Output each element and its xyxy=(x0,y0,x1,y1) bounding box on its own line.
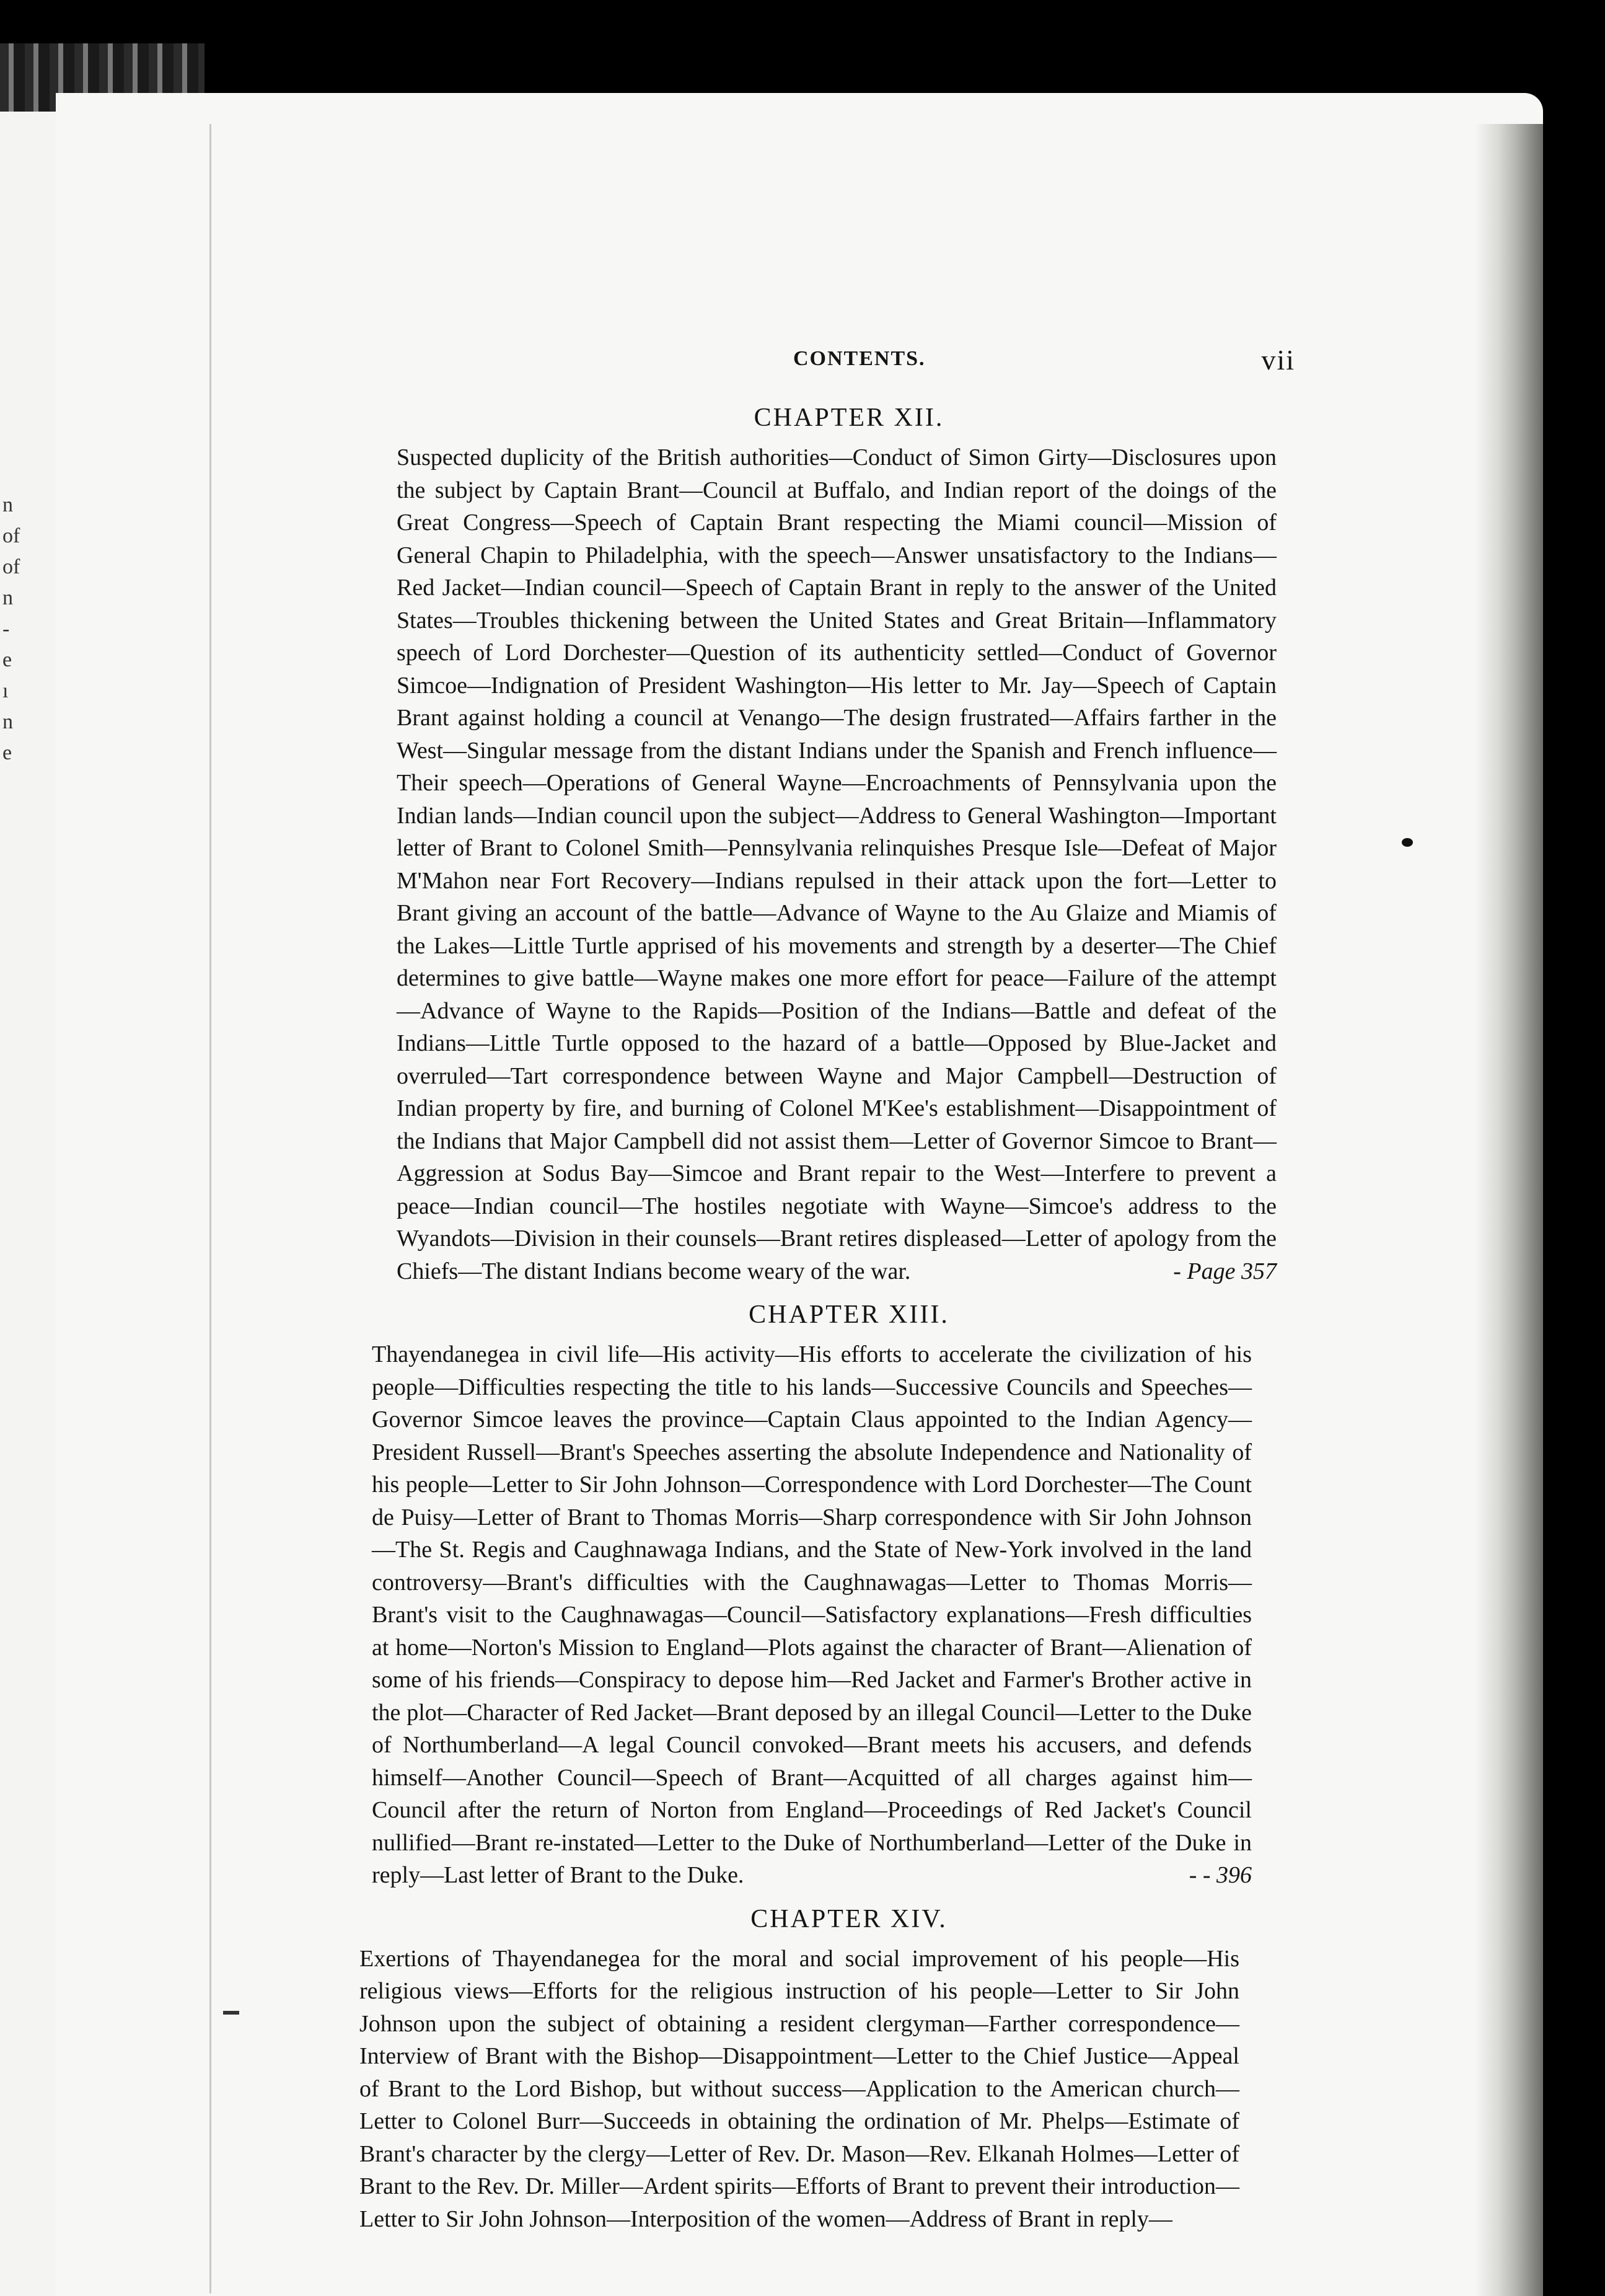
summary-text: Suspected duplicity of the British authorities—Conduct of Simon Girty—Disclosures upon the subject by Captain Brant—Council at Buffalo, and Indian report of the doings of the Great Congress—Speech of Captain Brant respecting the Miami council—Mission of General Chapin to Philadelphia, with the speech—Answer unsatisfactory to the Indians—Red Jacket—Indian council—Speech of Captain Brant in reply to the answer of the United States—Troubles thickening between the United States and Great Britain—Inflammatory speech of Lord Dorchester—Question of its authenticity settled—Conduct of Governor Simcoe—Indignation of President Washington—His letter to Mr. Jay—Speech of Captain Brant against holding a council at Venango—The design frustrated—Affairs farther in the West—Singular message from the distant Indians under the Spanish and French influence—Their speech—Operations of General Wayne—Encroachments of Pennsylvania upon the Indian lands—Indian council upon the subject—Address to General Washington—Important letter of Brant to Colonel Smith—Pennsylvania relinquishes Presque Isle—Defeat of Major M'Mahon near Fort Recovery—Indians repulsed in their attack upon the fort—Letter to Brant giving an account of the battle—Advance of Wayne to the Au Glaize and Miamis of the Lakes—Little Turtle apprised of his movements and strength by a deserter—The Chief determines to give battle—Wayne makes one more effort for peace—Failure of the attempt—Advance of Wayne to the Rapids—Position of the Indians—Battle and defeat of the Indians—Little Turtle opposed to the hazard of a battle—Opposed by Blue-Jacket and overruled—Tart correspondence between Wayne and Major Campbell—Destruction of Indian property by fire, and burning of Colonel M'Kee's establishment—Disappointment of the Indians that Major Campbell did not assist them—Letter of Governor Simcoe to Brant—Aggression at Sodus Bay—Simcoe and Brant repair to the West—Interfere to prevent a peace—Indian council—The hostiles negotiate with Wayne—Simcoe's address to the Wyandots—Division in their counsels—Brant retires displeased—Letter of apology from the Chiefs—The distant Indians become weary of the war. xyxy=(397,444,1277,1284)
fragment: e xyxy=(2,741,12,764)
chapter-title: CHAPTER XIII. xyxy=(749,1300,949,1329)
chapter-title: CHAPTER XII. xyxy=(754,404,944,432)
running-title: CONTENTS. xyxy=(793,347,926,370)
contents-text xyxy=(347,344,1295,2248)
chapter-summary xyxy=(397,441,1277,1287)
fragment: of xyxy=(2,555,20,578)
page-number: vii xyxy=(1261,344,1295,376)
chapter-entry xyxy=(347,1904,1277,2236)
chapter-entry xyxy=(347,1300,1277,1892)
facing-page-strip xyxy=(0,112,56,2296)
facing-page-fragments xyxy=(2,490,40,769)
page-stack-edge xyxy=(1475,124,1543,2296)
fragment: of xyxy=(2,524,20,547)
fragment: n xyxy=(2,493,13,516)
margin-mark xyxy=(223,2011,239,2015)
fragment: n xyxy=(2,586,13,609)
fragment: ı xyxy=(2,679,9,702)
fragment: e xyxy=(2,648,12,671)
ink-speck xyxy=(1402,838,1413,847)
page-header xyxy=(347,344,1295,397)
summary-text: Exertions of Thayendanegea for the moral and social improvement of his people—His religious views—Efforts for the religious instruction of his people—Letter to Sir John Johnson upon the subject of obtaining a resident clergyman—Farther correspondence—Interview of Brant with the Bishop—Disappointment—Letter to the Chief Justice—Appeal of Brant to the Lord Bishop, but without success—Application to the American church—Letter to Colonel Burr—Succeeds in obtaining the ordination of Mr. Phelps—Estimate of Brant's character by the clergy—Letter of Rev. Dr. Mason—Rev. Elkanah Holmes—Letter of Brant to the Rev. Dr. Miller—Ardent spirits—Efforts of Brant to prevent their introduction—Letter to Sir John Johnson—Interposition of the women—Address of Brant in reply— xyxy=(359,1945,1239,2232)
binding-gutter xyxy=(209,124,211,2294)
chapter-title: CHAPTER XIV. xyxy=(750,1904,948,1933)
chapter-summary xyxy=(359,1943,1239,2236)
fragment: - xyxy=(2,617,10,640)
page-reference: - Page 357 xyxy=(1173,1258,1277,1284)
fragment: n xyxy=(2,710,13,733)
chapter-summary xyxy=(372,1338,1252,1892)
page-reference: - - 396 xyxy=(1189,1862,1252,1888)
summary-text: Thayendanegea in civil life—His activity—His efforts to accelerate the civilization of his people—Difficulties respecting the title to his lands—Successive Councils and Speeches—Governor Simcoe leaves the province—Captain Claus appointed to the Indian Agency—President Russell—Brant's Speeches asserting the absolute Independence and Nationality of his people—Letter to Sir John Johnson—Correspondence with Lord Dorchester—The Count de Puisy—Letter of Brant to Thomas Morris—Sharp correspondence with Sir John Johnson—The St. Regis and Caughnawaga Indians, and the State of New-York involved in the land controversy—Brant's difficulties with the Caughnawagas—Letter to Thomas Morris—Brant's visit to the Caughnawagas—Council—Satisfactory explanations—Fresh difficulties at home—Norton's Mission to England—Plots against the character of Brant—Alienation of some of his friends—Conspiracy to depose him—Red Jacket and Farmer's Brother active in the plot—Character of Red Jacket—Brant deposed by an illegal Council—Letter to the Duke of Northumberland—A legal Council convoked—Brant meets his accusers, and defends himself—Another Council—Speech of Brant—Acquitted of all charges against him—Council after the return of Norton from England—Proceedings of Red Jacket's Council nullified—Brant re-instated—Letter to the Duke of Northumberland—Letter of the Duke in reply—Last letter of Brant to the Duke. xyxy=(372,1341,1252,1888)
chapter-entry xyxy=(347,403,1277,1287)
